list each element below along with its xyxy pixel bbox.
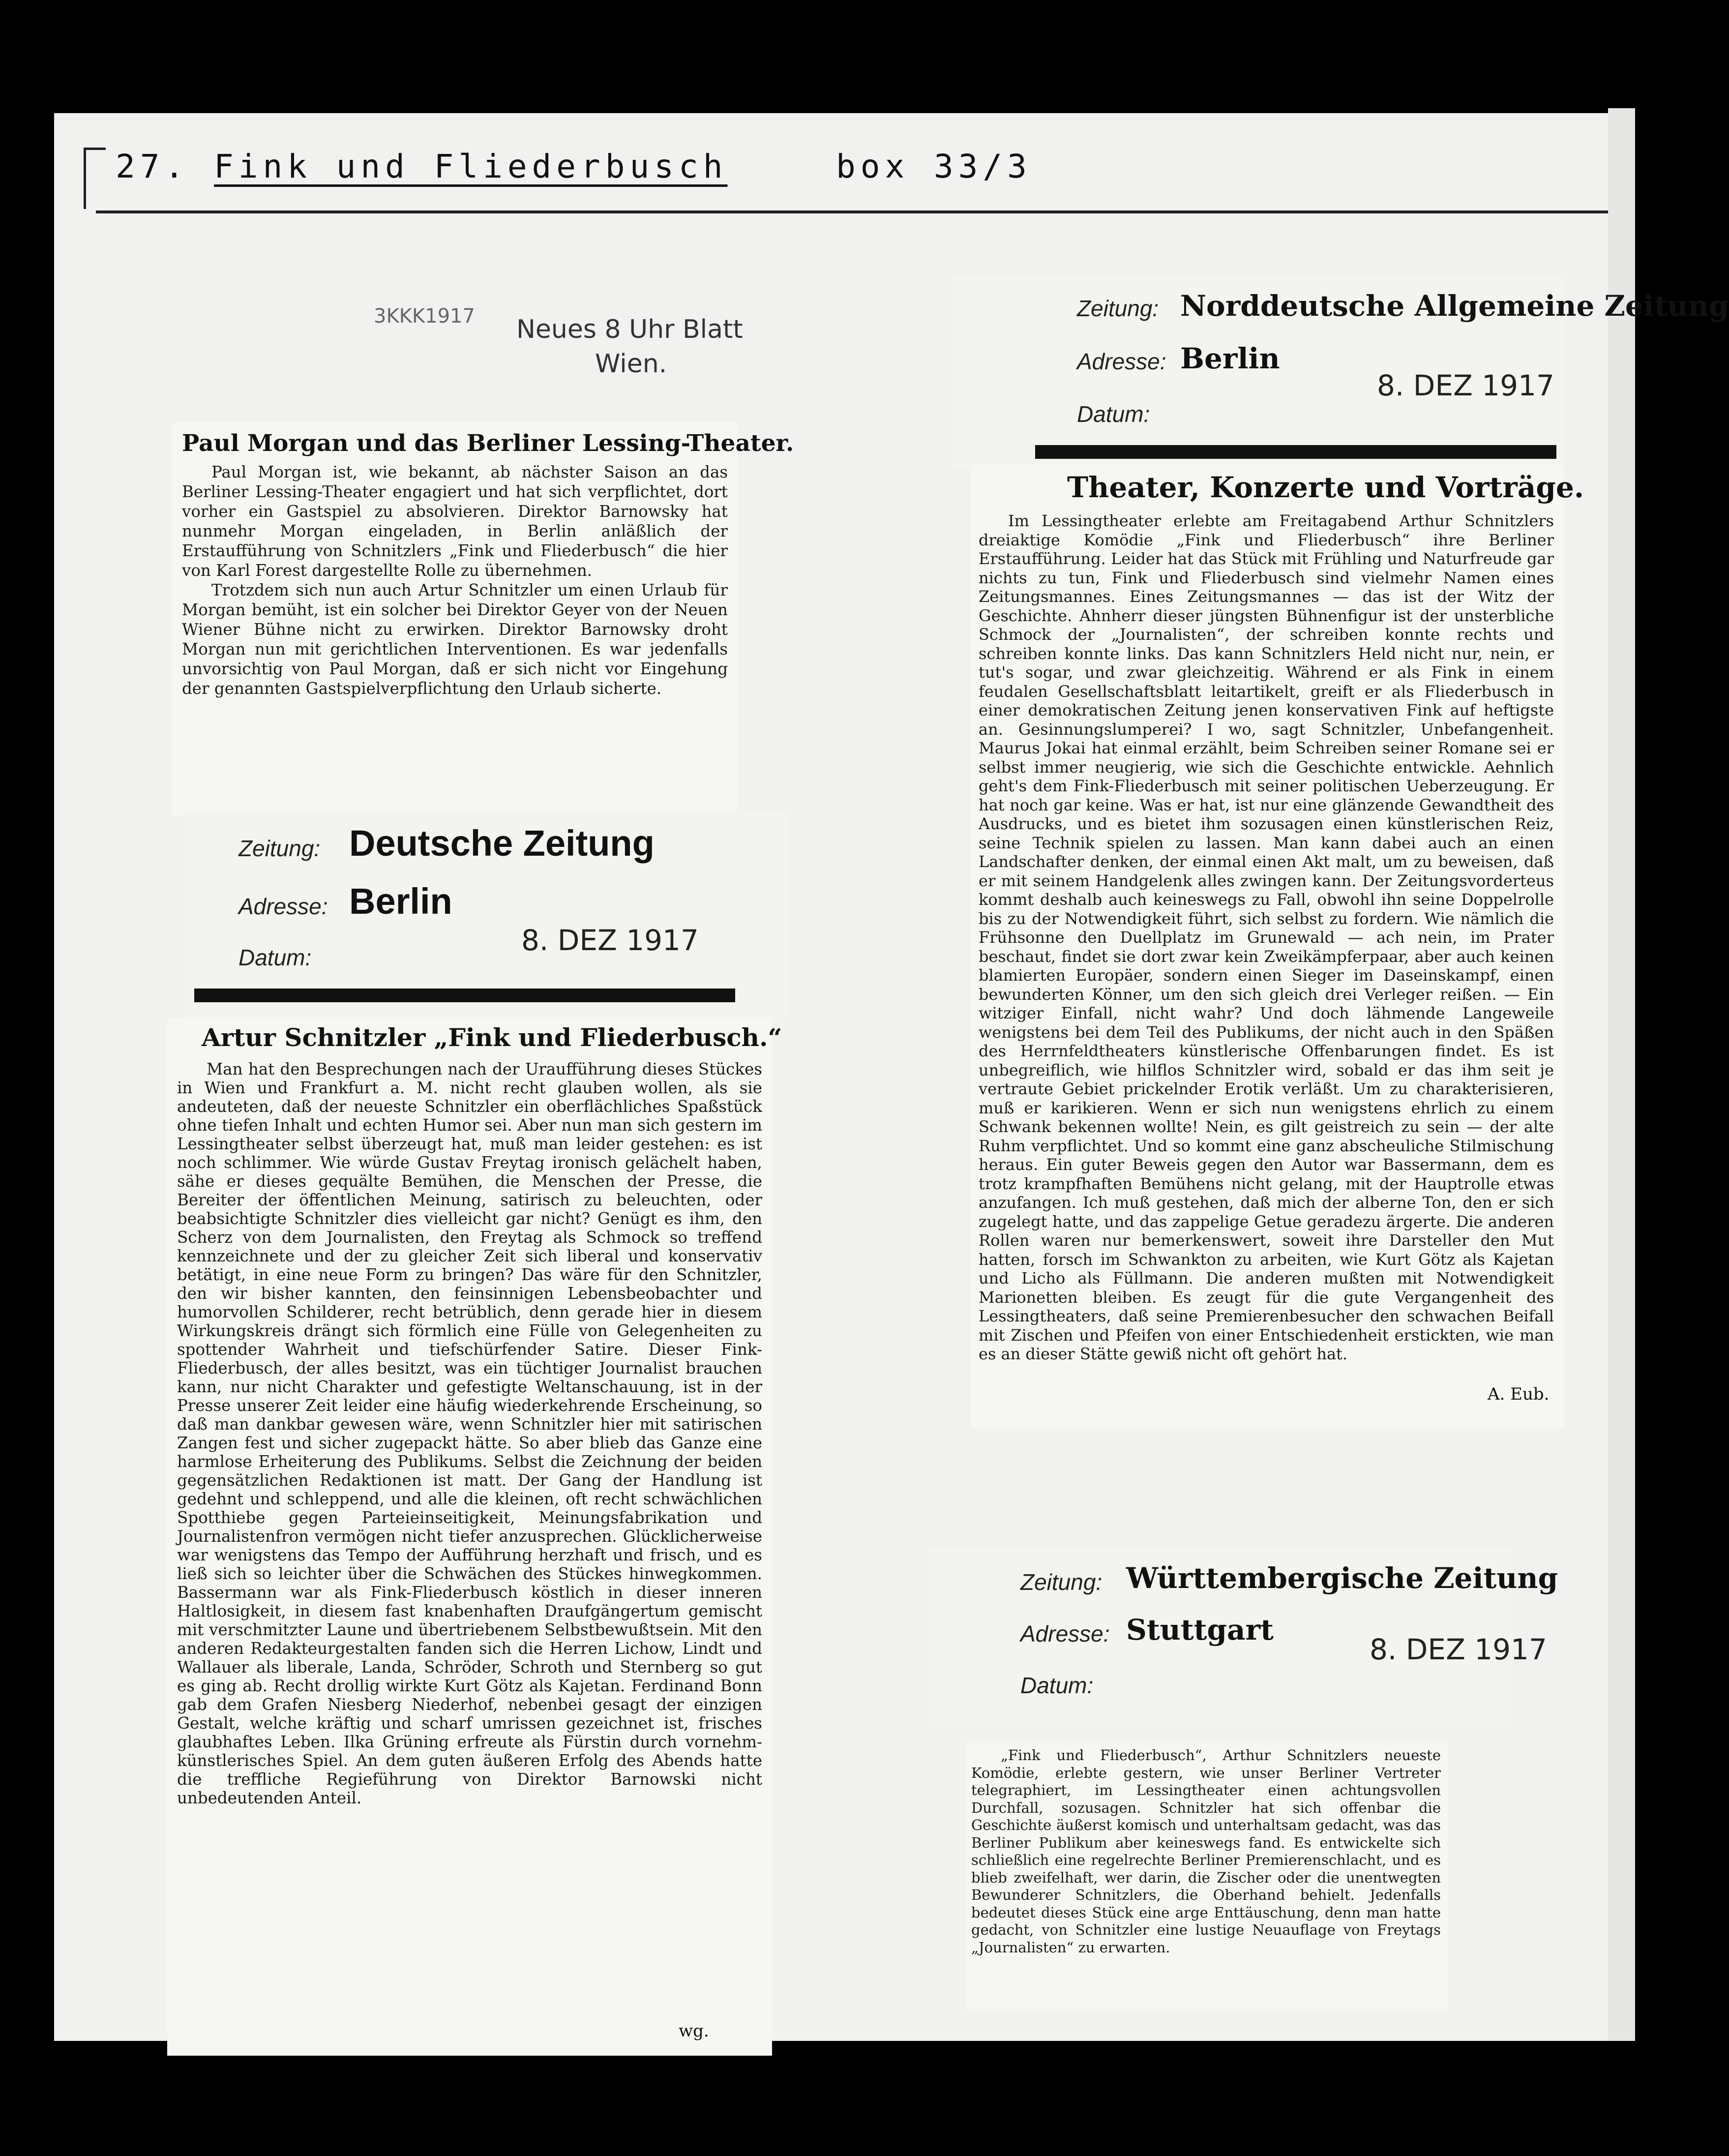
header-title: Fink und Fliederbusch <box>214 148 728 185</box>
datum-label: Datum: <box>1077 401 1150 427</box>
article-body <box>971 1747 1441 1956</box>
article-title: Artur Schnitzler „Fink und Fliederbusch.“ <box>202 1023 782 1052</box>
clipping-norddeutsche-article <box>971 465 1584 1429</box>
corner-mark <box>84 148 106 209</box>
datum-label: Datum: <box>1020 1673 1094 1698</box>
clipping-header-deutsche-zeitung <box>184 811 789 1018</box>
article-signature: wg. <box>679 2021 709 2041</box>
clipping-header-norddeutsche <box>952 275 1729 467</box>
header-number: 27. <box>116 148 189 185</box>
adresse-label: Adresse: <box>238 894 328 919</box>
clipping-header-wuerttembergische <box>927 1549 1558 1726</box>
adresse-label: Adresse: <box>1077 349 1166 374</box>
article-body <box>177 1060 762 1807</box>
receipt-stamp: 3KKK1917 <box>374 305 475 328</box>
article-paragraph: Trotzdem sich nun auch Artur Schnitzler um einen Urlaub für Morgan bemüht, ist ein solcher bei Direktor Geyer von der Neuen Wiener Bühne nicht zu erwirken. Direktor Barnowsky droht Morgan nun mit gerichtlichen Interventionen. Es war jedenfalls unvorsichtig von Paul Morgan, daß er sich nicht vor Eingehung der genannten Gastspielverpflichtung den Urlaub sicherte. <box>182 581 728 698</box>
clipping-deutsche-zeitung-article <box>167 1018 782 2056</box>
newspaper-city: Stuttgart <box>1126 1613 1274 1647</box>
date-stamp: 8. DEZ 1917 <box>1370 1633 1547 1666</box>
article-paragraph: Im Lessingtheater erlebte am Freitagabend Arthur Schnitzlers dreiaktige Komödie „Fink und Fliederbusch“ ihre Berliner Erstaufführung. Leider hat das Stück mit Frühling und Naturfreude gar nichts zu tun, Fink und Fliederbusch sind vielmehr Namen eines Zeitungsmannes. Eines Zeitungsmannes — das ist der Witz der Geschichte. Ahnherr dieser jüngsten Bühnenfigur ist der unsterbliche Schmock der „Journalisten“, der schreiben konnte rechts und schreiben konnte links. Das kann Schnitzlers Held nicht nur, nein, er tut's sogar, und zwar gleichzeitig. Während er als Fink in einem feudalen Gesellschaftsblatt leitartikelt, greift er als Fliederbusch in einer demokratischen Zeitung jenen konservativen Fink auf heftigste an. Gesinnungslumperei? I wo, sagt Schnitzler, Unbefangenheit. Maurus Jokai hat einmal erzählt, beim Schreiben seiner Romane sei er selbst immer neugierig, wie sich die Geschichte entwickle. Aehnlich geht's dem Fink-Fliederbusch mit seiner politischen Ueberzeugung. Er hat noch gar keine. Was er hat, ist nur eine glänzende Gewandtheit des Ausdrucks, und es bietet ihm sozusagen einen künstlerischen Reiz, seine Technik spielen zu lassen. Man kann dabei auch an einen Landschafter denken, der einmal einen Akt malt, um zu beweisen, daß er mit seinem Handgelenk alles zwingen kann. Der Zeitungsvorderteus kommt deshalb auch keineswegs zu Fall, obwohl ihn seine Doppelrolle bis zu der Notwendigkeit führt, sich selbst zu fordern. Wie nämlich die Frühsonne den Duellplatz im Grunewald — ach nein, im Prater beschaut, findet sie dort zwar kein Zweikämpferpaar, aber auch keinen blamierten Europäer, sondern einen Sieger im Daseinskampf, einen bewunderten Könner, um den sich gleich drei Verleger reißen. — Ein witziger Einfall, nicht wahr? Und doch lähmende Langeweile wenigstens bei dem Teil des Publikums, der nicht auch in den Späßen des Herrnfeldtheaters künstlerische Offenbarungen findet. Es ist unbegreiflich, wie hilflos Schnitzler wird, sobald er das ihm seit je vertraute Gebiet prickelnder Erotik verläßt. Um zu charakterisieren, muß er karikieren. Wenn er sich nun wenigstens ehrlich zu einem Schwank bekennen wollte! Nein, es gilt geistreich zu sein — der alte Ruhm verpflichtet. Und so kommt eine ganz abscheuliche Stilmischung heraus. Ein guter Beweis gegen den Autor war Bassermann, dem es trotz krampfhaften Bemühens nicht gelang, mit der Hauptrolle etwas anzufangen. Ich muß gestehen, daß mich der alberne Ton, den er sich zugelegt hatte, und das zappelige Getue geradezu ärgerte. Die anderen Rollen waren nur bemerkenswert, soweit ihre Darsteller den Mut hatten, forsch im Schwankton zu arbeiten, wie Kurt Götz als Kajetan und Licho als Füllmann. Die anderen mußten mit Notwendigkeit Marionetten bleiben. Es zeugt für die gute Vergangenheit des Lessingtheaters, daß seine Premierenbesucher den schwachen Beifall mit Zischen und Pfeifen von einer Entschiedenheit erstickten, wie man es an dieser Stätte gewiß nicht oft gehört hat. <box>979 511 1554 1363</box>
newspaper-name: Norddeutsche Allgemeine Zeitung <box>1180 289 1729 323</box>
article-body <box>182 462 728 698</box>
datum-label: Datum: <box>238 945 312 970</box>
article-paragraph: Paul Morgan ist, wie bekannt, ab nächster Saison an das Berliner Lessing-Theater engagiert und hat sich verpflichtet, dort vorher ein Gastspiel zu absolvieren. Direktor Barnowsky hat nunmehr Morgan eingeladen, in Berlin anläßlich der Erstaufführung von Schnitzlers „Fink und Fliederbusch“ die hier von Karl Forest dargestellte Rolle zu übernehmen. <box>182 463 728 580</box>
newspaper-city: Berlin <box>1180 342 1280 375</box>
article-signature: A. Eub. <box>1488 1384 1550 1404</box>
date-stamp: 8. DEZ 1917 <box>1377 369 1554 402</box>
newspaper-name: Deutsche Zeitung <box>349 823 655 864</box>
zeitung-label: Zeitung: <box>1020 1569 1103 1595</box>
separator-bar <box>194 988 735 1002</box>
article-paragraph: „Fink und Fliederbusch“, Arthur Schnitzlers neueste Komödie, erlebte gestern, wie unser Berliner Vertreter telegraphiert, im Lessingtheater einen achtungsvollen Durchfall, sozusagen. Schnitzler hat sich offenbar die Geschichte äußerst komisch und unterhaltsam gedacht, was das Berliner Publikum aber keineswegs fand. Es entwickelte sich schließlich eine regelrechte Berliner Premierenschlacht, und es blieb zweifelhaft, wer darin, die Zischer oder die unentwegten Bewunderer Schnitzlers, die Oberhand behielt. Jedenfalls bedeutet dieses Stück eine arge Enttäuschung, denn man hatte gedacht, von Schnitzler eine lustige Neuauflage von Freytags „Journalisten“ zu erwarten. <box>971 1747 1441 1956</box>
clipping-wuerttembergische-article <box>966 1741 1448 2011</box>
source-stamp-line1: Neues 8 Uhr Blatt <box>516 315 743 344</box>
header-rule <box>96 210 1608 213</box>
zeitung-label: Zeitung: <box>1077 296 1159 321</box>
clipping-neues-8-uhr-blatt <box>172 423 794 816</box>
newspaper-name: Württembergische Zeitung <box>1126 1561 1558 1595</box>
header-box: box 33/3 <box>836 148 1032 185</box>
article-title: Paul Morgan und das Berliner Lessing-Theater. <box>182 430 794 457</box>
newspaper-city: Berlin <box>349 881 452 922</box>
zeitung-label: Zeitung: <box>238 836 321 861</box>
article-body <box>979 511 1554 1364</box>
source-stamp-line2: Wien. <box>595 349 667 379</box>
date-stamp: 8. DEZ 1917 <box>521 924 699 957</box>
article-title: Theater, Konzerte und Vorträge. <box>1067 471 1584 504</box>
adresse-label: Adresse: <box>1020 1621 1110 1647</box>
page-edge <box>1608 108 1635 2041</box>
separator-bar <box>1035 445 1556 459</box>
article-paragraph: Man hat den Besprechungen nach der Uraufführung dieses Stückes in Wien und Frankfurt a. M. nicht recht glauben wollen, als sie andeuteten, daß der neueste Schnitzler ein oberflächliches Spaßstück ohne tiefen Inhalt und echten Humor sei. Aber nun man sich gestern im Lessingtheater selbst überzeugt hat, muß man leider gestehen: es ist noch schlimmer. Wie würde Gustav Freytag ironisch gelächelt haben, sähe er dieses gequälte Bemühen, die Menschen der Presse, die Bereiter der öffentlichen Meinung, satirisch zu beleuchten, oder beabsichtigte Schnitzler dies vielleicht gar nicht? Genügt es ihm, den Scherz von dem Journalisten, den Freytag als Schmock so treffend kennzeichnete und der zu gleicher Zeit sich liberal und konservativ betätigt, in eine neue Form zu bringen? Das wäre für den Schnitzler, den wir bisher kannten, den feinsinnigen Lebensbeobachter und humorvollen Schilderer, recht betrüblich, denn gerade hier in diesem Wirkungskreis drängt sich förmlich eine Fülle von Gelegenheiten zu spottender Wahrheit und tiefschürfender Satire. Dieser Fink-Fliederbusch, der alles besitzt, was ein tüchtiger Journalist brauchen kann, nur nicht Charakter und gefestigte Weltanschauung, ist in der Presse unserer Zeit leider eine häufig wiederkehrende Erscheinung, so daß man dankbar gewesen wäre, wenn Schnitzler hier mit satirischen Zangen fest und sicher zugepackt hätte. So aber blieb das Ganze eine harmlose Erheiterung des Publikums. Selbst die Zeichnung der beiden gegensätzlichen Redaktionen ist matt. Der Gang der Handlung ist gedehnt und schleppend, und alle die kleinen, oft recht schwächlichen Spotthiebe gegen Parteieinseitigkeit, Meinungsfabrikation und Journalistenfron vermögen nicht tiefer anzusprechen. Glücklicherweise war wenigstens das Tempo der Aufführung herzhaft und frisch, und es ließ sich so leichter über die Schwächen des Stückes hinwegkommen. Bassermann war als Fink-Fliederbusch köstlich in dieser inneren Haltlosigkeit, in diesem fast knabenhaften Draufgängertum gemischt mit verschmitzter Laune und übertriebenem Selbstbewußtsein. Mit den anderen Redakteurgestalten fanden sich die Herren Lichow, Lindt und Wallauer als liberale, Landa, Schröder, Schroth und Sternberg so gut es ging ab. Recht drollig wirkte Kurt Götz als Kajetan. Ferdinand Bonn gab dem Grafen Niesberg Niederhof, nebenbei gesagt der einzigen Gestalt, welche kräftig und scharf umrissen gezeichnet ist, frisches glaubhaftes Leben. Ilka Grüning erfreute als Fürstin durch vornehm-künstlerisches Spiel. An dem guten äußeren Erfolg des Abends hatte die treffliche Regieführung von Direktor Barnowski nicht unbedeutenden Anteil. <box>177 1060 762 1807</box>
